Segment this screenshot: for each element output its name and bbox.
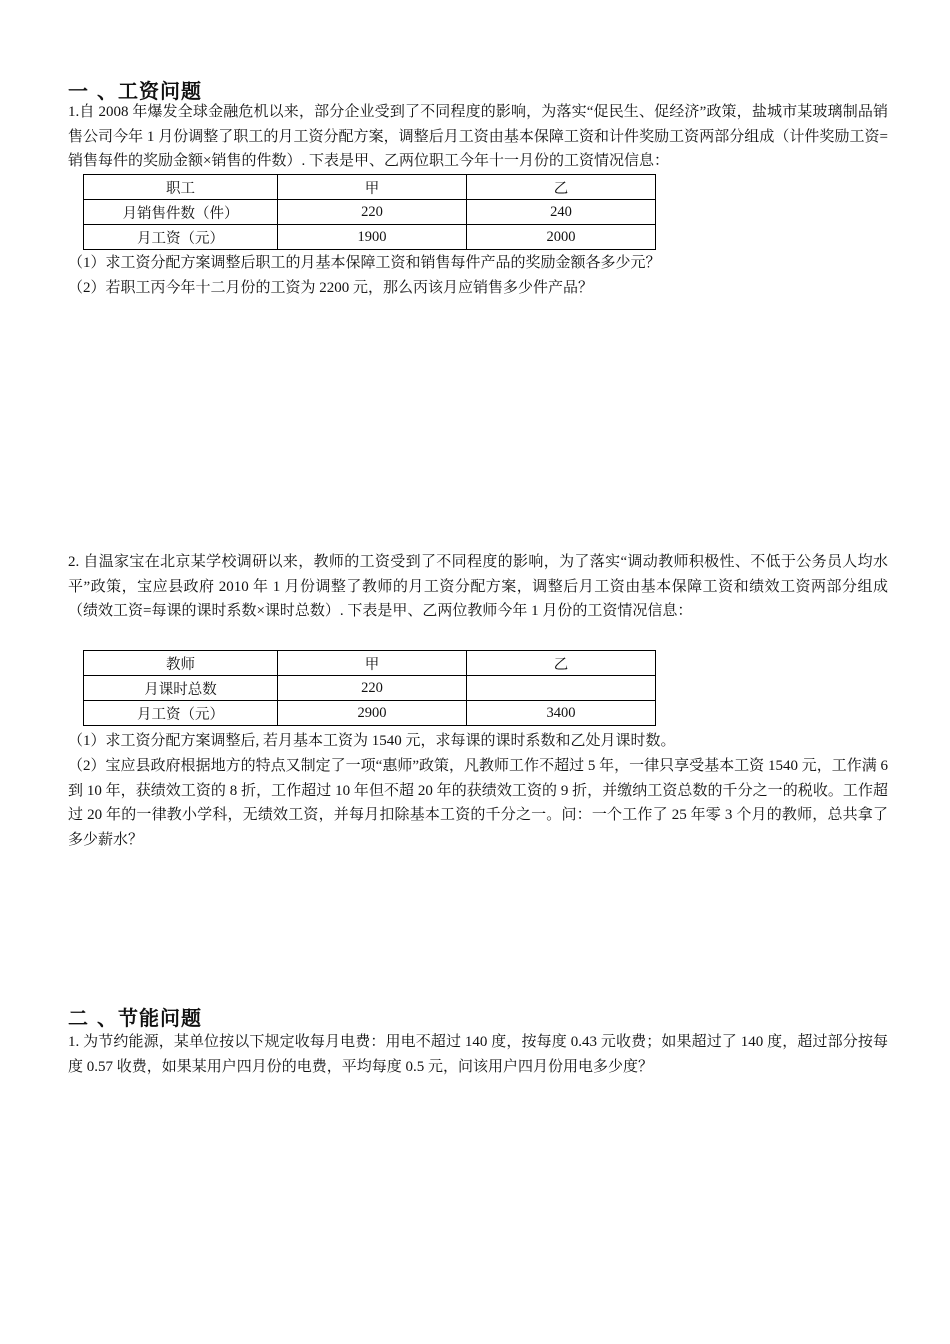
table-cell: 2900 xyxy=(278,701,467,726)
table-cell: 月课时总数 xyxy=(84,676,278,701)
table-header-row xyxy=(84,651,656,676)
table-row xyxy=(84,225,656,250)
table-row xyxy=(84,200,656,225)
table-cell: 甲 xyxy=(278,175,467,200)
table-cell: 220 xyxy=(278,200,467,225)
section-heading-energy: 二 、节能问题 xyxy=(68,1006,202,1030)
energy-question-1-text: 1. 为节约能源，某单位按以下规定收每月电费：用电不超过 140 度，按每度 0.43 元收费；如果超过了 140 度，超过部分按每度 0.57 收费，如果某用户四月份的电费，平均每度 0.5 元，问该用户四月份用电多少度？ xyxy=(68,1034,888,1075)
table-cell: 220 xyxy=(278,676,467,701)
question-2-sub-2: （2）宝应县政府根据地方的特点又制定了一项“惠师”政策，凡教师工作不超过 5 年，一律只享受基本工资 1540 元，工作满 6 到 10 年，获绩效工资的 8 折，工作超过 10 年但不超 20 年的获绩效工资的 9 折，并缴纳工资总数的千分之一的税收。工作超过 20 年的一律教小学科，无绩效工资，并每月扣除基本工资的千分之一。问：一个工作了 25 年零 3 个月的教师，总共拿了多少薪水？ xyxy=(68,758,888,848)
table-cell: 2000 xyxy=(467,225,656,250)
question-1-sub-1: （1）求工资分配方案调整后职工的月基本保障工资和销售每件产品的奖励金额各多少元？ xyxy=(68,255,661,271)
table-cell: 月工资（元） xyxy=(84,701,278,726)
question-1-sub-2: （2）若职工丙今年十二月份的工资为 2200 元，那么丙该月应销售多少件产品？ xyxy=(68,280,594,296)
table-row xyxy=(84,676,656,701)
table-row xyxy=(84,701,656,726)
wage-table-1 xyxy=(83,174,656,250)
table-cell: 教师 xyxy=(84,651,278,676)
table-cell xyxy=(467,676,656,701)
table-cell: 1900 xyxy=(278,225,467,250)
question-2-sub-1: （1）求工资分配方案调整后, 若月基本工资为 1540 元，求每课的课时系数和乙处月课时数。 xyxy=(68,733,676,749)
table-cell: 职工 xyxy=(84,175,278,200)
table-cell: 月工资（元） xyxy=(84,225,278,250)
table-header-row xyxy=(84,175,656,200)
section-heading-wage: 一 、工资问题 xyxy=(68,79,202,103)
table-cell: 月销售件数（件） xyxy=(84,200,278,225)
table-cell: 乙 xyxy=(467,651,656,676)
table-cell: 3400 xyxy=(467,701,656,726)
table-cell: 甲 xyxy=(278,651,467,676)
question-1-text: 1.自 2008 年爆发全球金融危机以来，部分企业受到了不同程度的影响，为落实“促民生、促经济”政策，盐城市某玻璃制品销售公司今年 1 月份调整了职工的月工资分配方案，调整后月工资由基本保障工资和计件奖励工资两部分组成（计件奖励工资=销售每件的奖励金额×销售的件数）. 下表是甲、乙两位职工今年十一月份的工资情况信息： xyxy=(68,104,888,169)
wage-table-2 xyxy=(83,650,656,726)
table-cell: 乙 xyxy=(467,175,656,200)
table-cell: 240 xyxy=(467,200,656,225)
question-2-text: 2. 自温家宝在北京某学校调研以来，教师的工资受到了不同程度的影响，为了落实“调动教师积极性、不低于公务员人均水平”政策，宝应县政府 2010 年 1 月份调整了教师的月工资分配方案，调整后月工资由基本保障工资和绩效工资两部分组成（绩效工资=每课的课时系数×课时总数）. 下表是甲、乙两位教师今年 1 月份的工资情况信息： xyxy=(68,554,888,619)
